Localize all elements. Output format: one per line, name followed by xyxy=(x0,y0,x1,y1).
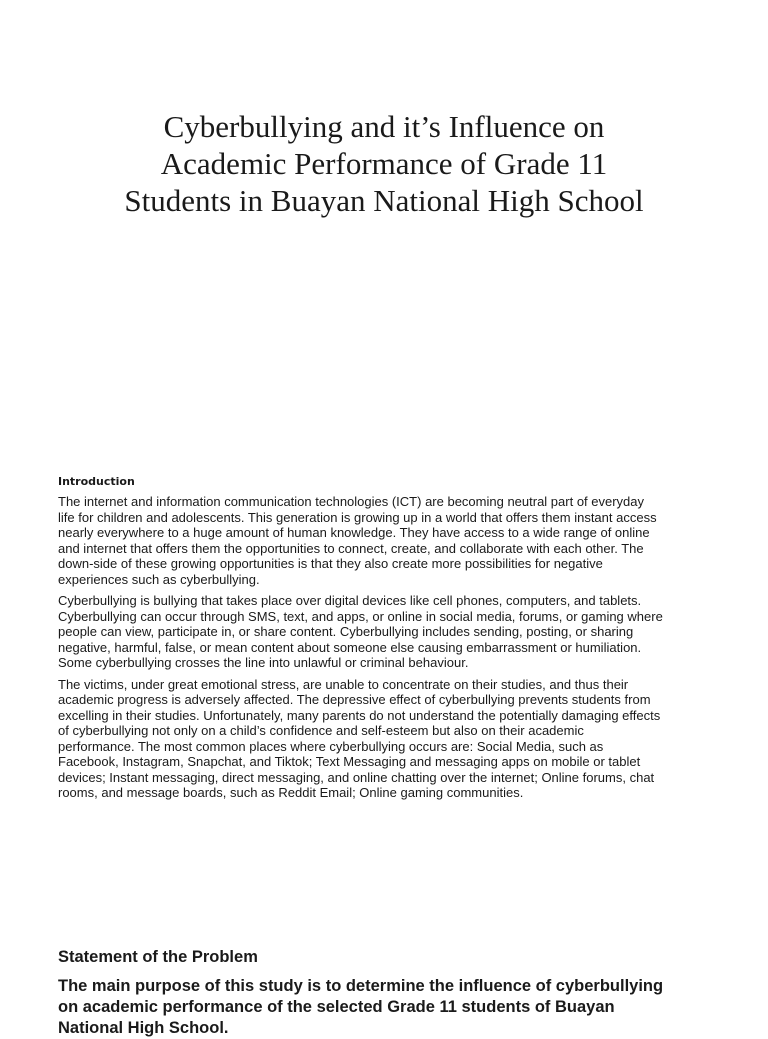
text-line: Facebook, Instagram, Snapchat, and Tiktok; Text Messaging and messaging apps on mobile or tablet xyxy=(58,754,641,769)
text-line: of cyberbullying not only on a child’s confidence and self-esteem but also on their academic xyxy=(58,723,584,738)
text-line: National High School. xyxy=(58,1019,229,1037)
text-line: devices; Instant messaging, direct messaging, and online chatting over the internet; Online forums, chat xyxy=(58,769,655,785)
text-line: The internet and information communication technologies (ICT) are becoming neutral part of everyday xyxy=(58,494,645,509)
text-line: The main purpose of this study is to determine the influence of cyberbullying xyxy=(58,977,664,995)
title-line: Cyberbullying and it’s Influence on xyxy=(163,109,605,144)
title-line: Students in Buayan National High School xyxy=(124,183,644,218)
text-line: Cyberbullying is bullying that takes place over digital devices like cell phones, computers, and tablets. xyxy=(58,593,642,608)
introduction-paragraph-1 xyxy=(58,494,730,587)
introduction-heading: Introduction xyxy=(58,475,135,488)
text-line: down-side of these growing opportunities is that they also create more possibilities for negative xyxy=(58,556,603,571)
text-line: performance. The most common places where cyberbullying occurs are: Social Media, such as xyxy=(58,738,604,754)
text-line: life for children and adolescents. This generation is growing up in a world that offers them instant access xyxy=(58,509,657,525)
text-line: on academic performance of the selected Grade 11 students of Buayan xyxy=(58,998,615,1016)
text-line: rooms, and message boards, such as Reddit Email; Online gaming communities. xyxy=(58,785,524,800)
statement-of-problem-heading: Statement of the Problem xyxy=(58,948,258,966)
text-line: nearly everywhere to a huge amount of human knowledge. They have access to a wide range of online xyxy=(58,525,650,540)
text-line: and internet that offers them the opportunities to connect, create, and collaborate with each other. The xyxy=(58,540,644,556)
statement-of-problem-section xyxy=(58,946,738,1039)
text-line: excelling in their studies. Unfortunately, many parents do not understand the potentially damaging effects xyxy=(58,707,661,723)
statement-of-problem-text xyxy=(58,976,738,1039)
title-line: Academic Performance of Grade 11 xyxy=(160,146,608,181)
text-line: Cyberbullying can occur through SMS, text, and apps, or online in social media, forums, or gaming where xyxy=(58,608,663,624)
text-line: people can view, participate in, or share content. Cyberbullying includes sending, posting, or sharing xyxy=(58,624,634,639)
text-line: negative, harmful, false, or mean content about someone else causing embarrassment or humiliation. xyxy=(58,639,642,655)
text-line: The victims, under great emotional stress, are unable to concentrate on their studies, and thus their xyxy=(58,676,629,692)
introduction-paragraph-3 xyxy=(58,677,730,801)
introduction-paragraph-2 xyxy=(58,593,730,671)
document-title xyxy=(60,108,708,219)
text-line: Some cyberbullying crosses the line into unlawful or criminal behaviour. xyxy=(58,655,469,670)
text-line: experiences such as cyberbullying. xyxy=(58,571,260,587)
introduction-section xyxy=(58,474,730,807)
text-line: academic progress is adversely affected. The depressive effect of cyberbullying prevents students from xyxy=(58,692,651,707)
